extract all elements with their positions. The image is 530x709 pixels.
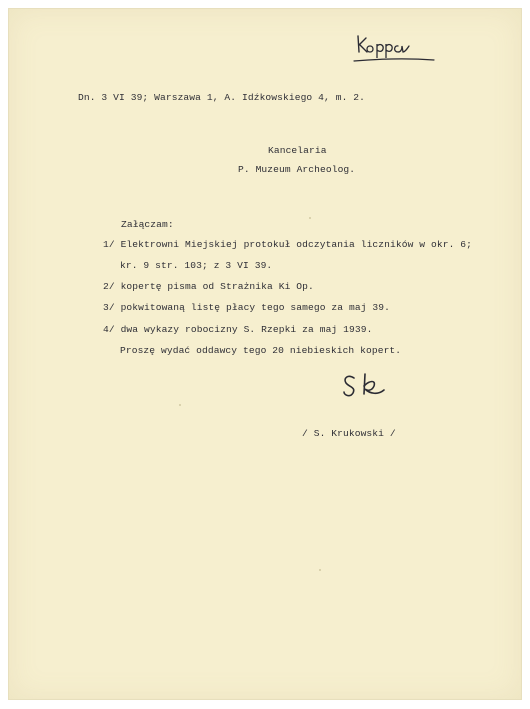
- paper-speck: [309, 217, 311, 219]
- recipient-line-1: Kancelaria: [268, 145, 327, 156]
- enclosure-item-1-cont: kr. 9 str. 103; z 3 VI 39.: [120, 260, 273, 271]
- header-line: Dn. 3 VI 39; Warszawa 1, A. Idźkowskiego 4, m. 2.: [78, 92, 366, 103]
- enclosure-item-3: 3/ pokwitowaną listę płacy tego samego za maj 39.: [103, 302, 391, 313]
- enclosure-item-4: 4/ dwa wykazy robocizny S. Rzepki za maj 1939.: [103, 324, 373, 335]
- enclosure-item-2: 2/ kopertę pisma od Strażnika Ki Op.: [103, 281, 314, 292]
- enclosure-heading: Załączam:: [121, 219, 174, 230]
- handwritten-initials: [340, 372, 390, 400]
- paper-speck: [319, 569, 321, 571]
- enclosure-item-1: 1/ Elektrowni Miejskiej protokuł odczytania liczników w okr. 6;: [103, 239, 473, 250]
- request-line: Proszę wydać oddawcy tego 20 niebieskich kopert.: [120, 345, 402, 356]
- recipient-line-2: P. Muzeum Archeolog.: [238, 164, 356, 175]
- handwritten-annotation: [352, 30, 438, 66]
- typed-signature: / S. Krukowski /: [302, 428, 396, 439]
- paper-speck: [179, 404, 181, 406]
